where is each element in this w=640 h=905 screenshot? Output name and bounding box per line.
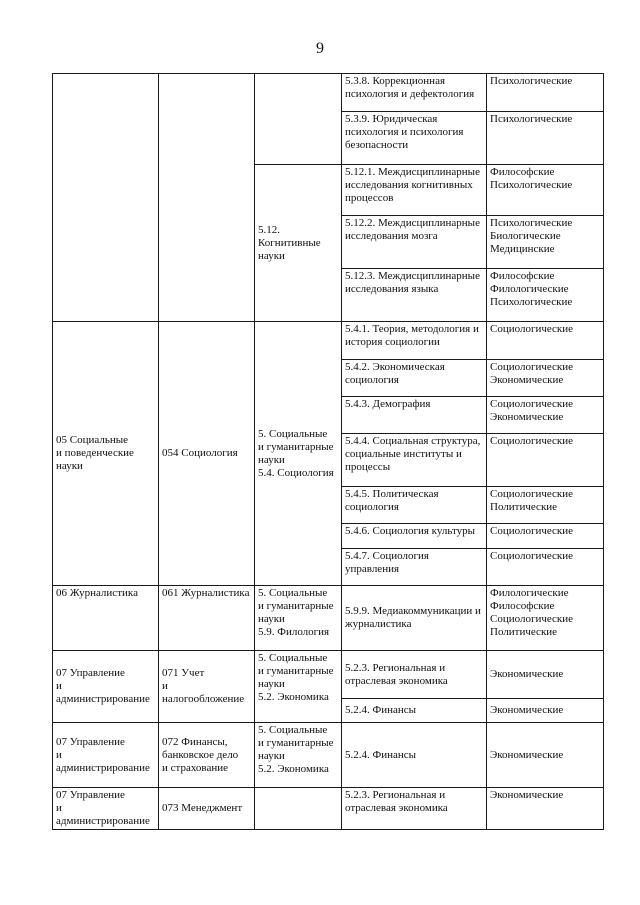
specialty-cell: 5.3.9. Юридическая психология и психология безопасности: [342, 112, 487, 165]
specialties-table: [52, 73, 604, 830]
direction-cell: 072 Финансы, банковское дело и страхование: [159, 723, 255, 788]
direction-cell: 073 Менеджмент: [159, 788, 255, 830]
specialty-cell: 5.4.3. Демография: [342, 397, 487, 434]
specialty-cell: 5.3.8. Коррекционная психология и дефектология: [342, 74, 487, 112]
specialty-cell: 5.2.4. Финансы: [342, 699, 487, 723]
specialty-cell: 5.4.2. Экономическая социология: [342, 360, 487, 397]
specialty-cell: 5.4.1. Теория, методология и история социологии: [342, 322, 487, 360]
science-fields-cell: Психологические: [487, 112, 604, 165]
branch-cell: [255, 74, 342, 165]
table-row: [53, 322, 604, 360]
area-cell: 06 Журналистика: [53, 586, 159, 651]
branch-cell: 5. Социальные и гуманитарные науки 5.9. Филология: [255, 586, 342, 651]
specialty-cell: 5.4.6. Социология культуры: [342, 524, 487, 549]
area-cell: [53, 74, 159, 322]
branch-cell: 5.12. Когнитивные науки: [255, 165, 342, 322]
science-fields-cell: Философские Психологические: [487, 165, 604, 216]
science-fields-cell: Экономические: [487, 699, 604, 723]
science-fields-cell: Психологические Биологические Медицинские: [487, 216, 604, 269]
science-fields-cell: Социологические Экономические: [487, 360, 604, 397]
direction-cell: 054 Социология: [159, 322, 255, 586]
direction-cell: 071 Учет и налогообложение: [159, 651, 255, 723]
area-cell: 05 Социальные и поведенческие науки: [53, 322, 159, 586]
specialty-cell: 5.4.5. Политическая социология: [342, 487, 487, 524]
science-fields-cell: Социологические: [487, 524, 604, 549]
science-fields-cell: Филологические Философские Социологические Политические: [487, 586, 604, 651]
page-number: 9: [316, 40, 324, 57]
science-fields-cell: Экономические: [487, 651, 604, 699]
branch-cell: 5. Социальные и гуманитарные науки 5.2. Экономика: [255, 723, 342, 788]
specialty-cell: 5.12.1. Междисциплинарные исследования когнитивных процессов: [342, 165, 487, 216]
science-fields-cell: Психологические: [487, 74, 604, 112]
branch-cell: [255, 788, 342, 830]
table-row: [53, 723, 604, 788]
specialty-cell: 5.4.4. Социальная структура, социальные институты и процессы: [342, 434, 487, 487]
table-row: [53, 651, 604, 699]
science-fields-cell: Социологические: [487, 434, 604, 487]
branch-cell: 5. Социальные и гуманитарные науки 5.2. Экономика: [255, 651, 342, 723]
area-cell: 07 Управление и администрирование: [53, 651, 159, 723]
specialty-cell: 5.4.7. Социология управления: [342, 549, 487, 586]
table-row: [53, 586, 604, 651]
specialty-cell: 5.2.3. Региональная и отраслевая экономика: [342, 651, 487, 699]
specialty-cell: 5.12.2. Междисциплинарные исследования мозга: [342, 216, 487, 269]
science-fields-cell: Социологические: [487, 549, 604, 586]
science-fields-cell: Экономические: [487, 788, 604, 830]
science-fields-cell: Социологические Экономические: [487, 397, 604, 434]
specialty-cell: 5.2.3. Региональная и отраслевая экономика: [342, 788, 487, 830]
science-fields-cell: Философские Филологические Психологические: [487, 269, 604, 322]
specialty-cell: 5.12.3. Междисциплинарные исследования языка: [342, 269, 487, 322]
table-row: [53, 788, 604, 830]
branch-cell: 5. Социальные и гуманитарные науки 5.4. Социология: [255, 322, 342, 586]
specialty-cell: 5.9.9. Медиакоммуникации и журналистика: [342, 586, 487, 651]
science-fields-cell: Социологические Политические: [487, 487, 604, 524]
area-cell: 07 Управление и администрирование: [53, 723, 159, 788]
science-fields-cell: Социологические: [487, 322, 604, 360]
direction-cell: 061 Журналистика: [159, 586, 255, 651]
specialty-cell: 5.2.4. Финансы: [342, 723, 487, 788]
science-fields-cell: Экономические: [487, 723, 604, 788]
direction-cell: [159, 74, 255, 322]
area-cell: 07 Управление и администрирование: [53, 788, 159, 830]
table-row: [53, 74, 604, 112]
